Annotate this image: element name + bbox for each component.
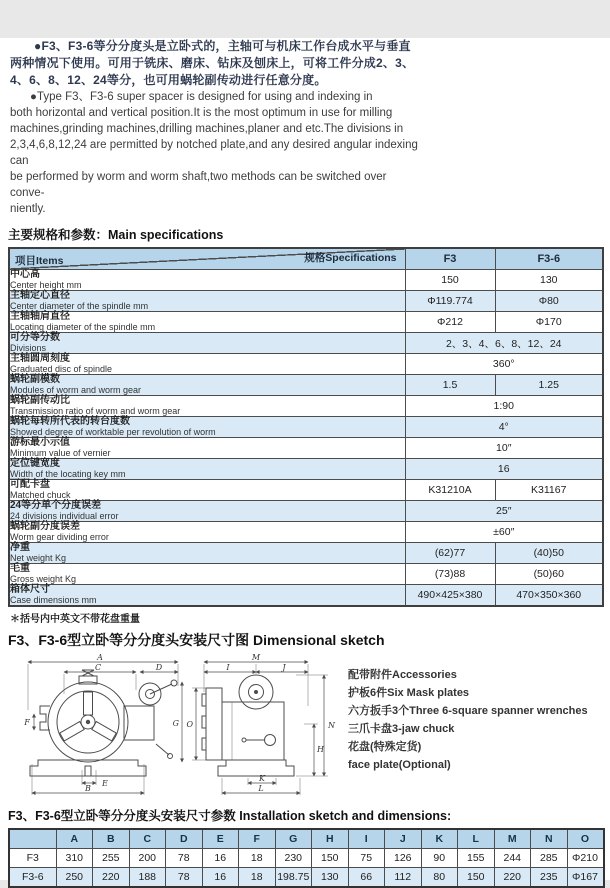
spec-item-en: Worm gear dividing error xyxy=(10,532,109,542)
spec-item-en: Graduated disc of spindle xyxy=(10,364,113,374)
spec-value-f3-6: (40)50 xyxy=(495,543,603,564)
accessory-item: 三爪卡盘3-jaw chuck xyxy=(348,723,455,735)
dim-label-m: M xyxy=(251,653,261,662)
spec-item-cell xyxy=(9,417,405,438)
spec-item-cn: 主轴定心直径 xyxy=(10,290,70,301)
dim-column-header: O xyxy=(567,829,604,849)
dim-value-cell: 250 xyxy=(56,868,93,888)
main-specs-heading: 主要规格和参数：Main specifications xyxy=(8,228,224,242)
spec-item-en: Width of the locating key mm xyxy=(10,469,126,479)
spec-item-cn: 蜗轮副分度误差 xyxy=(10,521,80,532)
spec-item-cell xyxy=(9,585,405,607)
spec-value-f3-6: 1.25 xyxy=(495,375,603,396)
spec-row xyxy=(9,459,603,480)
dim-column-header: E xyxy=(202,829,239,849)
spec-item-cn: 蜗轮副模数 xyxy=(10,374,60,385)
installation-table xyxy=(8,828,605,888)
spec-item-cn: 主轴轴肩直径 xyxy=(10,311,70,322)
spec-item-cn: 毛重 xyxy=(10,563,30,574)
spec-row xyxy=(9,291,603,312)
dim-value-cell: 220 xyxy=(494,868,531,888)
spec-item-en: 24 divisions individual error xyxy=(10,511,119,521)
spec-value-f3-6: 470×350×360 xyxy=(495,585,603,607)
dim-column-header: J xyxy=(385,829,422,849)
dim-column-header: L xyxy=(458,829,495,849)
spec-item-cn: 可分等分数 xyxy=(10,332,60,343)
spec-row xyxy=(9,501,603,522)
spec-row xyxy=(9,438,603,459)
dim-value-cell: 200 xyxy=(129,849,166,868)
dim-value-cell: 16 xyxy=(202,868,239,888)
dimensional-sketch xyxy=(8,652,348,800)
spec-item-cell xyxy=(9,312,405,333)
dim-value-cell: 130 xyxy=(312,868,349,888)
corner-spec-label: 规格Specifications xyxy=(304,252,397,264)
intro-en-line: both horizontal and vertical position.It is the most optimum in use for milling xyxy=(10,107,393,119)
spec-item-cell xyxy=(9,480,405,501)
spec-value-f3-6: K31167 xyxy=(495,480,603,501)
spec-item-cell xyxy=(9,291,405,312)
spec-value-f3: K31210A xyxy=(405,480,495,501)
column-header-f3-6: F3-6 xyxy=(495,248,603,270)
spec-value: ±60″ xyxy=(405,522,603,543)
intro-cn-line: ●F3、F3-6等分分度头是立卧式的，主轴可与机床工作台成水平与垂直 xyxy=(34,39,411,53)
dim-value-cell: 66 xyxy=(348,868,385,888)
dim-label-e: E xyxy=(102,779,108,788)
spec-value: 25″ xyxy=(405,501,603,522)
spec-row xyxy=(9,543,603,564)
accessory-item: 护板6件Six Mask plates xyxy=(348,687,470,699)
accessories-list xyxy=(348,666,588,774)
spec-item-en: Transmission ratio of worm and worm gear xyxy=(10,406,181,416)
spec-value: 1:90 xyxy=(405,396,603,417)
dim-value-cell: 18 xyxy=(239,868,276,888)
dimensional-sketch-area xyxy=(8,652,610,800)
spec-item-cn: 定位键宽度 xyxy=(10,458,60,469)
dim-value-cell: 310 xyxy=(56,849,93,868)
spec-item-cell xyxy=(9,438,405,459)
model-column-header xyxy=(9,829,56,849)
spec-value-f3: 1.5 xyxy=(405,375,495,396)
intro-cn-line: 两种情况下使用。可用于铣床、磨床、钻床及刨床上，可将工件分成2、3、 xyxy=(10,56,415,70)
spec-row xyxy=(9,564,603,585)
spec-item-en: Center diameter of the spindle mm xyxy=(10,301,149,311)
dim-value-cell: 255 xyxy=(93,849,130,868)
dim-label-k: K xyxy=(259,774,265,783)
spec-item-cell xyxy=(9,564,405,585)
dim-label-j: J xyxy=(282,663,286,672)
spec-item-en: Divisions xyxy=(10,343,47,353)
spec-item-en: Modules of worm and worm gear xyxy=(10,385,142,395)
dim-label-h: H xyxy=(317,745,324,754)
spec-value-f3-6: Φ170 xyxy=(495,312,603,333)
dim-label-b: B xyxy=(85,784,91,793)
spec-value-f3-6: (50)60 xyxy=(495,564,603,585)
spec-value: 10″ xyxy=(405,438,603,459)
intro-paragraph-cn xyxy=(10,38,422,89)
dim-value-cell: 75 xyxy=(348,849,385,868)
dim-column-header: H xyxy=(312,829,349,849)
dim-value-cell: Φ210 xyxy=(567,849,604,868)
dim-value-cell: 78 xyxy=(166,849,203,868)
spec-row xyxy=(9,354,603,375)
dim-label-c: C xyxy=(94,663,102,672)
main-spec-table xyxy=(8,247,604,607)
spec-item-cell xyxy=(9,375,405,396)
spec-item-cn: 主轴圆周刻度 xyxy=(10,353,70,364)
spec-row xyxy=(9,270,603,291)
corner-items-label: 项目Items xyxy=(15,255,64,267)
model-cell: F3 xyxy=(9,849,56,868)
dim-value-cell: 155 xyxy=(458,849,495,868)
spec-value-f3-6: Φ80 xyxy=(495,291,603,312)
spec-value: 360° xyxy=(405,354,603,375)
dim-value-cell: 188 xyxy=(129,868,166,888)
spec-item-cell xyxy=(9,333,405,354)
dim-value-cell: 78 xyxy=(166,868,203,888)
model-cell: F3-6 xyxy=(9,868,56,888)
dim-label-f: F xyxy=(24,718,30,727)
spec-item-cell xyxy=(9,501,405,522)
spec-item-cn: 蜗轮副传动比 xyxy=(10,395,70,406)
dim-column-header: D xyxy=(166,829,203,849)
dim-value-cell: 112 xyxy=(385,868,422,888)
spec-row xyxy=(9,312,603,333)
dim-value-cell: 230 xyxy=(275,849,312,868)
spec-item-cell xyxy=(9,270,405,291)
dim-value-cell: 150 xyxy=(312,849,349,868)
spec-value-f3: (62)77 xyxy=(405,543,495,564)
dim-label-o: O xyxy=(186,720,193,729)
spec-row xyxy=(9,522,603,543)
side-view xyxy=(186,653,336,795)
spec-item-en: Matched chuck xyxy=(10,490,71,500)
accessory-item: face plate(Optional) xyxy=(348,759,451,771)
spec-item-cell xyxy=(9,396,405,417)
dim-label-d: D xyxy=(155,663,163,672)
spec-item-cn: 可配卡盘 xyxy=(10,479,50,490)
installation-heading: F3、F3-6型立卧等分分度头安装尺寸参数 Installation sketch and dimensions: xyxy=(8,809,452,823)
intro-section xyxy=(10,38,422,217)
dim-column-header: K xyxy=(421,829,458,849)
spec-item-cell xyxy=(9,354,405,375)
dim-value-cell: 150 xyxy=(458,868,495,888)
dim-value-cell: 80 xyxy=(421,868,458,888)
intro-cn-line: 4、6、8、12、24等分，也可用蜗轮副传动进行任意分度。 xyxy=(10,73,327,87)
intro-en-line: ●Type F3、F3-6 super spacer is designed for using and indexing in xyxy=(30,91,373,103)
spec-item-en: Center height mm xyxy=(10,280,82,290)
spec-item-en: Minimum value of vernier xyxy=(10,448,111,458)
intro-paragraph-en xyxy=(10,89,422,217)
dim-value-cell: 244 xyxy=(494,849,531,868)
spec-item-cn: 蜗轮每转所代表的转台度数 xyxy=(10,416,130,427)
spec-item-en: Locating diameter of the spindle mm xyxy=(10,322,156,332)
intro-en-line: machines,grinding machines,drilling machines,planer and etc.The divisions in xyxy=(10,123,404,135)
spec-row xyxy=(9,396,603,417)
dim-value-cell: 198.75 xyxy=(275,868,312,888)
dim-label-n: N xyxy=(328,721,335,730)
spec-value-f3: (73)88 xyxy=(405,564,495,585)
spec-row xyxy=(9,333,603,354)
spec-value-f3: 490×425×380 xyxy=(405,585,495,607)
installation-header-row xyxy=(9,829,604,849)
spec-item-en: Case dimensions mm xyxy=(10,595,97,605)
spec-value: 4° xyxy=(405,417,603,438)
dim-value-cell: 285 xyxy=(531,849,568,868)
accessory-item: 六方扳手3个Three 6-square spanner wrenches xyxy=(348,705,588,717)
dim-column-header: I xyxy=(348,829,385,849)
spec-value-f3-6: 130 xyxy=(495,270,603,291)
spec-value: 16 xyxy=(405,459,603,480)
spec-item-cell xyxy=(9,543,405,564)
spec-value-f3: Φ212 xyxy=(405,312,495,333)
spec-item-cn: 净重 xyxy=(10,542,30,553)
installation-row xyxy=(9,868,604,888)
spec-value: 2、3、4、6、8、12、24 xyxy=(405,333,603,354)
spec-row xyxy=(9,585,603,607)
spec-row xyxy=(9,375,603,396)
intro-en-line: be performed by worm and worm shaft,two methods can be switched over conve- xyxy=(10,171,387,199)
dim-value-cell: 90 xyxy=(421,849,458,868)
dim-column-header: M xyxy=(494,829,531,849)
spec-item-en: Showed degree of worktable per revolution of worm xyxy=(10,427,216,437)
accessory-item: 花盘(特殊定货) xyxy=(348,741,422,753)
spec-item-cn: 游标最小示值 xyxy=(10,437,70,448)
dim-column-header: A xyxy=(56,829,93,849)
spec-value-f3: Φ119.774 xyxy=(405,291,495,312)
spec-corner-cell xyxy=(9,248,405,270)
column-header-f3: F3 xyxy=(405,248,495,270)
spec-value-f3: 150 xyxy=(405,270,495,291)
dim-label-g: G xyxy=(172,719,179,728)
dim-column-header: N xyxy=(531,829,568,849)
catalog-page xyxy=(0,38,610,883)
installation-row xyxy=(9,849,604,868)
spec-item-en: Net weight Kg xyxy=(10,553,67,563)
spec-header-row xyxy=(9,248,603,270)
dim-value-cell: 126 xyxy=(385,849,422,868)
spec-item-cn: 中心高 xyxy=(10,269,40,280)
spec-item-cn: 箱体尺寸 xyxy=(10,584,50,595)
dim-label-a: A xyxy=(97,653,103,662)
dim-column-header: F xyxy=(239,829,276,849)
spec-item-en: Gross weight Kg xyxy=(10,574,77,584)
dim-label-i: I xyxy=(226,663,230,672)
dim-value-cell: 220 xyxy=(93,868,130,888)
dim-value-cell: 18 xyxy=(239,849,276,868)
spec-row xyxy=(9,480,603,501)
accessory-item: 配带附件Accessories xyxy=(348,669,457,681)
spec-item-cn: 24等分单个分度误差 xyxy=(10,500,102,511)
dimensional-sketch-heading: F3、F3-6型立卧等分分度头安装尺寸图 Dimensional sketch xyxy=(8,632,385,648)
spec-item-cell xyxy=(9,522,405,543)
dim-value-cell: 235 xyxy=(531,868,568,888)
dim-column-header: B xyxy=(93,829,130,849)
dim-column-header: C xyxy=(129,829,166,849)
dim-label-l: L xyxy=(258,784,264,793)
footnote: ＊括号内中英文不带花盘重量 xyxy=(10,614,140,625)
spec-row xyxy=(9,417,603,438)
intro-en-line: niently. xyxy=(10,203,46,215)
front-view xyxy=(23,653,182,795)
dim-value-cell: Φ167 xyxy=(567,868,604,888)
dim-value-cell: 16 xyxy=(202,849,239,868)
intro-en-line: 2,3,4,6,8,12,24 are permitted by notched plate,and any desired angular indexing can xyxy=(10,139,418,167)
spec-item-cell xyxy=(9,459,405,480)
dim-column-header: G xyxy=(275,829,312,849)
